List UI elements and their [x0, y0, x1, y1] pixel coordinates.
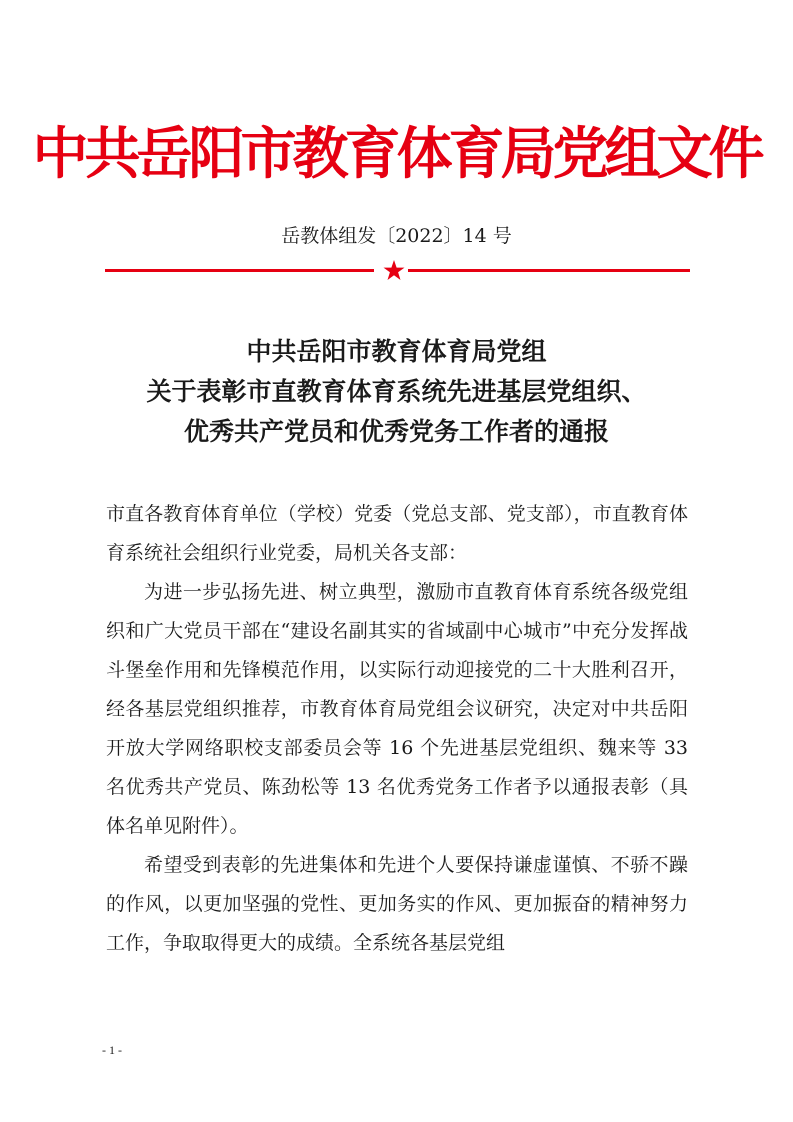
star-icon: [382, 259, 406, 283]
document-masthead: 中共岳阳市教育体育局党组文件: [32, 121, 761, 187]
document-body: [106, 495, 688, 963]
divider-rule-right: [408, 269, 690, 272]
document-number: 岳教体组发〔2022〕14 号: [281, 225, 512, 247]
document-title: [0, 332, 793, 452]
title-line: 关于表彰市直教育体育系统先进基层党组织、: [146, 377, 647, 406]
body-paragraph: 希望受到表彰的先进集体和先进个人要保持谦虚谨慎、不骄不躁的作风，以更加坚强的党性、更加务实的作风、更加振奋的精神努力工作，争取取得更大的成绩。全系统各基层党组: [106, 854, 688, 954]
salutation: 市直各教育体育单位（学校）党委（党总支部、党支部），市直教育体育系统社会组织行业党委，局机关各支部：: [106, 503, 688, 564]
page-number: - 1 -: [102, 1043, 122, 1057]
title-line: 优秀共产党员和优秀党务工作者的通报: [183, 417, 609, 446]
red-divider: [105, 259, 690, 283]
body-paragraph: 为进一步弘扬先进、树立典型，激励市直教育体育系统各级党组织和广大党员干部在“建设名副其实的省域副中心城市”中充分发挥战斗堡垒作用和先锋模范作用，以实际行动迎接党的二十大胜利召开，经各基层党组织推荐，市教育体育局党组会议研究，决定对中共岳阳开放大学网络职校支部委员会等 16 个先进基层党组织、魏来等 33 名优秀共产党员、陈劲松等 13 名优秀党务工作者予以通报表彰（具体名单见附件）。: [106, 581, 688, 837]
divider-rule-left: [105, 269, 374, 272]
title-line: 中共岳阳市教育体育局党组: [246, 337, 547, 366]
